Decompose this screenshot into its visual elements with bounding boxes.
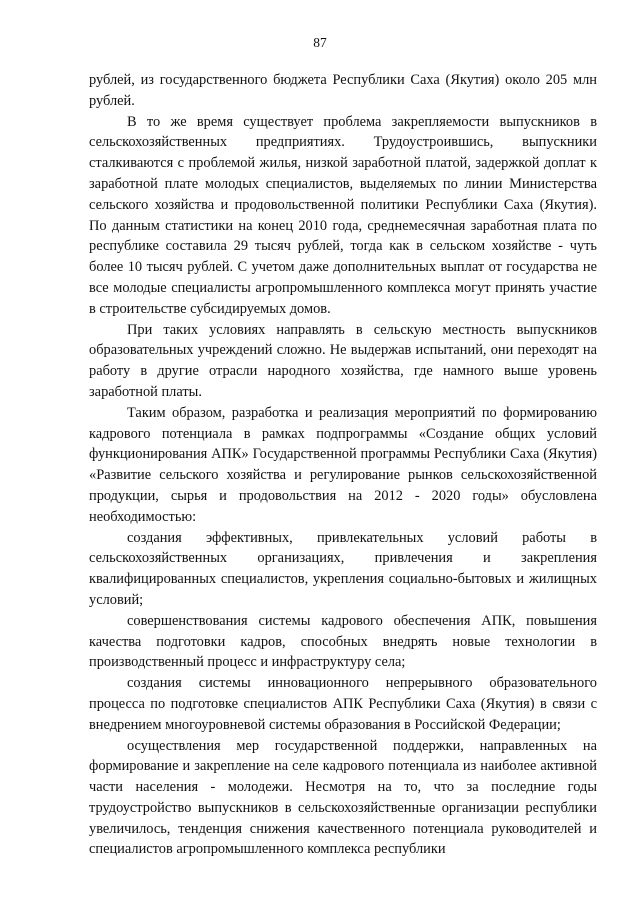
document-body [89,70,597,860]
paragraph-4: Таким образом, разработка и реализация мероприятий по формированию кадрового потенциала в рамках подпрограммы «Создание общих условий функционирования АПК» Государственной программы Республики Саха (Якутия) «Развитие сельского хозяйства и регулирование рынков сельскохозяйственной продукции, сырья и продовольствия на 2012 - 2020 годы» обусловлена необходимостью: [89,404,597,525]
list-item-1: создания эффективных, привлекательных условий работы в сельскохозяйственных организациях, привлечения и закрепления квалифицированных специалистов, укрепления социально-бытовых и жилищных условий; [89,529,597,608]
page-number: 87 [313,35,327,50]
list-item-3: создания системы инновационного непрерывного образовательного процесса по подготовке специалистов АПК Республики Саха (Якутия) в связи с внедрением многоуровневой системы образования в Российской Федерации; [89,675,597,733]
paragraph-2: В то же время существует проблема закрепляемости выпускников в сельскохозяйственных предприятиях. Трудоустроившись, выпускники сталкиваются с проблемой жилья, низкой заработной платой, задержкой доплат к заработной плате молодых специалистов, выделяемых по линии Министерства сельского хозяйства и продовольственной политики Республики Саха (Якутия). По данным статистики на конец 2010 года, среднемесячная заработная плата по республике составила 29 тысяч рублей, тогда как в сельском хозяйстве - чуть более 10 тысяч рублей. С учетом даже дополнительных выплат от государства не все молодые специалисты агропромышленного комплекса могут принять участие в строительстве субсидируемых домов. [89,113,597,317]
list-item-4: осуществления мер государственной поддержки, направленных на формирование и закрепление на селе кадрового потенциала из наиболее активной части населения - молодежи. Несмотря на то, что за последние годы трудоустройство выпускников в сельскохозяйственные организации республики увеличилось, тенденция снижения качественного потенциала руководителей и специалистов агропромышленного комплекса республики [89,737,597,858]
paragraph-1: рублей, из государственного бюджета Республики Саха (Якутия) около 205 млн рублей. [89,72,597,109]
list-item-2: совершенствования системы кадрового обеспечения АПК, повышения качества подготовки кадров, способных внедрять новые технологии в производственный процесс и инфраструктуру села; [89,612,597,671]
paragraph-3: При таких условиях направлять в сельскую местность выпускников образовательных учреждений сложно. Не выдержав испытаний, они переходят на работу в другие отрасли народного хозяйства, где намного выше уровень заработной платы. [89,321,597,400]
